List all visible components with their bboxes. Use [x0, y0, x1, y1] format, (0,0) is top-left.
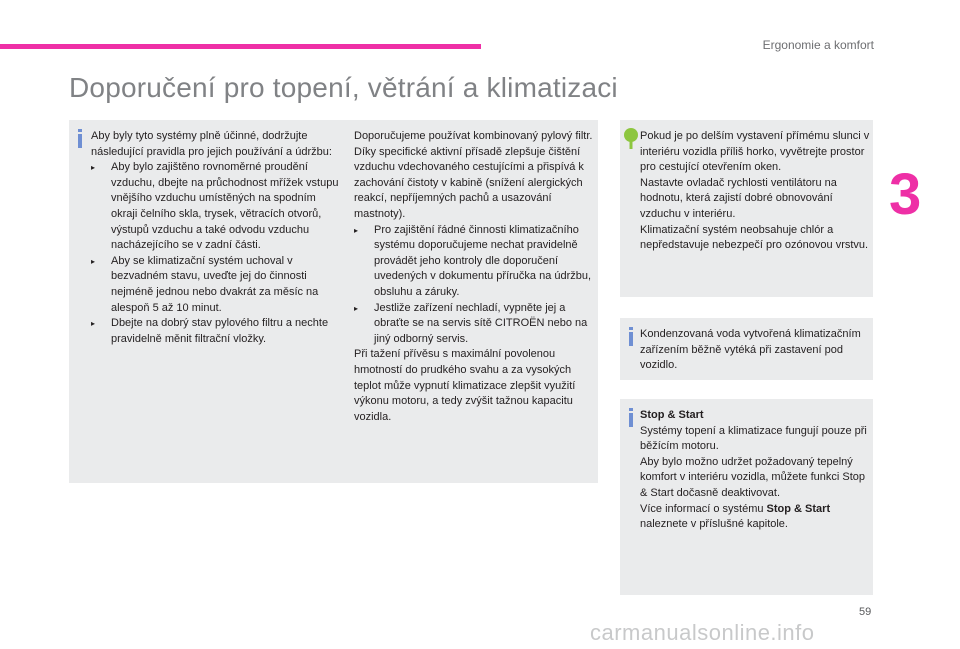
eco-tip-3: Klimatizační systém neobsahuje chlór a nepředstavuje nebezpečí pro ozónovou vrstvu. — [640, 223, 869, 252]
watermark: carmanualsonline.info — [590, 620, 815, 645]
stop-start-p1: Systémy topení a klimatizace fungují pouze při běžícím motoru. — [640, 424, 867, 453]
stop-start-p3-before: Více informací o systému — [640, 502, 767, 515]
stop-start-panel — [620, 399, 873, 595]
stop-start-p3 — [640, 502, 872, 533]
list-item: ▸ Aby se klimatizační systém uchoval v bezvadném stavu, uveďte jej do činnosti nejméně jednou nebo dvakrát za měsíc na alespoň 5 až 10 minut. — [91, 254, 339, 316]
main-info-panel — [69, 120, 598, 483]
eco-tip-1: Pokud je po delším vystavení přímému slunci v interiéru vozidla příliš horko, vyvětrejte prostor pro cestující otevřením oken. — [640, 130, 870, 174]
condensation-text: Kondenzovaná voda vytvořená klimatizačním zařízením běžně vytéká při zastavení pod vozidlo. — [640, 328, 861, 372]
info-icon — [629, 413, 633, 427]
eco-tree-icon — [623, 128, 639, 150]
chapter-number: 3 — [889, 162, 922, 227]
main-column-2 — [354, 129, 594, 425]
info-icon — [78, 134, 82, 148]
list-item: ▸ Jestliže zařízení nechladí, vypněte jej a obraťte se na servis sítě CITROËN nebo na jiný odborný servis. — [354, 301, 594, 348]
eco-tip-2: Nastavte ovladač rychlosti ventilátoru na hodnotu, která zajistí dobré obnovování vzduchu v interiéru. — [640, 176, 837, 220]
col2-bullet-list — [354, 223, 594, 348]
stop-start-p3-bold: Stop & Start — [766, 502, 831, 515]
col1-intro: Aby byly tyto systémy plně účinné, dodržujte následující pravidla pro jejich používání a údržbu: — [91, 130, 332, 158]
eco-tips-text — [640, 129, 872, 254]
list-item: ▸ Dbejte na dobrý stav pylového filtru a nechte pravidelně měnit filtrační vložky. — [91, 316, 339, 347]
condensation-panel — [620, 318, 873, 380]
stop-start-p2: Aby bylo možno udržet požadovaný tepelný komfort v interiéru vozidla, můžete funkci Stop & Start dočasně deaktivovat. — [640, 455, 865, 499]
stop-start-text — [640, 408, 872, 533]
info-icon — [629, 332, 633, 346]
running-head: Ergonomie a komfort — [762, 38, 874, 52]
header-accent-bar — [0, 44, 481, 49]
col1-bullet-list — [91, 160, 339, 347]
col2-intro: Doporučujeme používat kombinovaný pylový filtr. Díky specifické aktivní přísadě zlepšuje čištění vzduchu vdechovaného cestujícími a přispívá k zachování čistoty v kabině (snížení alergických reakcí, nepříjemných pachů a usazování mastnoty). — [354, 130, 593, 220]
list-item: ▸ Pro zajištění řádné činnosti klimatizačního systému doporučujeme nechat pravidelně provádět jeho kontroly dle doporučení uvedených v dokumentu příručka na údržbu, obsluhu a záruky. — [354, 223, 594, 301]
main-column-1 — [91, 129, 339, 347]
page-title: Doporučení pro topení, větrání a klimatizaci — [69, 72, 618, 103]
stop-start-heading: Stop & Start — [640, 409, 704, 421]
eco-tips-panel — [620, 120, 873, 297]
col2-outro: Při tažení přívěsu s maximální povolenou hmotností do prudkého svahu a za vysokých teplot může vypnutí klimatizace zlepšit využití výkonu motoru, a tedy zvýšit tažnou kapacitu vozidla. — [354, 348, 576, 423]
page-number: 59 — [859, 606, 872, 618]
list-item: ▸ Aby bylo zajištěno rovnoměrné proudění vzduchu, dbejte na průchodnost mřížek vstupu vnějšího vzduchu umístěných na spodním okraji čelního skla, trysek, větracích otvorů, výstupů vzduchu a také odvodu vzduchu nacházejícího se v zadní části. — [91, 160, 339, 254]
stop-start-p3-after: naleznete v příslušné kapitole. — [640, 518, 788, 531]
